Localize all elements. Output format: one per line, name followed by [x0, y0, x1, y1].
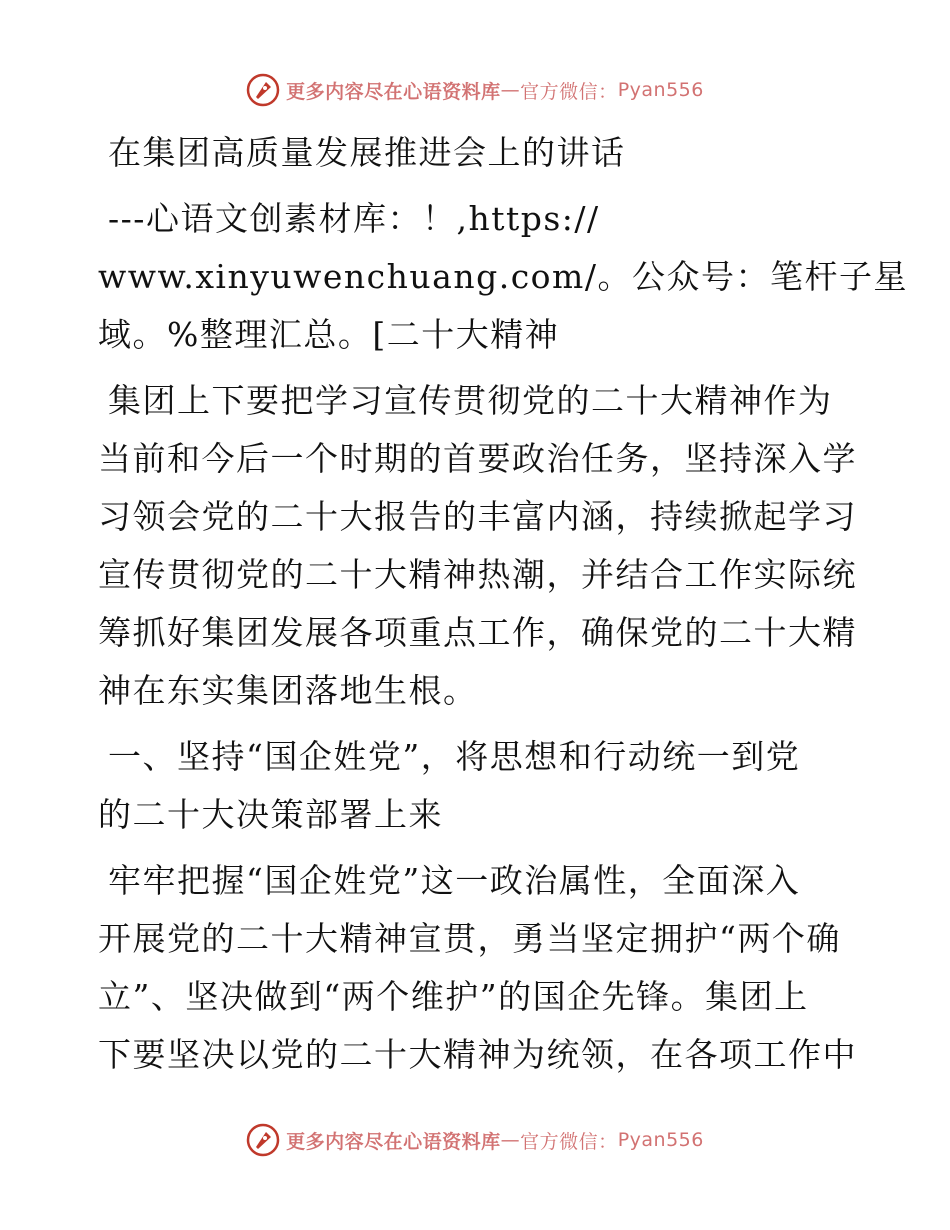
- watermark-promo-text: 更多内容尽在心语资料库: [286, 1130, 501, 1153]
- watermark-separator: —: [500, 1129, 521, 1151]
- pen-nib-logo-icon: [246, 1123, 280, 1157]
- source-line: ---心语文创素材库：！,https://: [108, 199, 600, 238]
- paragraph-line: 习领会党的二十大报告的丰富内涵，持续掀起学习: [98, 497, 857, 536]
- paragraph-line: 牢牢把握“国企姓党”这一政治属性，全面深入: [108, 861, 801, 900]
- source-line: www.xinyuwenchuang.com/。公众号：笔杆子星: [98, 257, 908, 296]
- paragraph-line: 当前和今后一个时期的首要政治任务，坚持深入学: [98, 439, 857, 478]
- section-heading-line: 的二十大决策部署上来: [98, 795, 443, 834]
- watermark-wechat-id: Pyan556: [617, 1129, 704, 1151]
- paragraph-line: 宣传贯彻党的二十大精神热潮，并结合工作实际统: [98, 555, 857, 594]
- document-body: [98, 124, 908, 1084]
- watermark-wechat-label: 官方微信：: [520, 1130, 618, 1153]
- paragraph-line: 筹抓好集团发展各项重点工作，确保党的二十大精: [98, 613, 857, 652]
- watermark-wechat-label: 官方微信：: [520, 80, 618, 103]
- source-line: 域。%整理汇总。[二十大精神: [98, 315, 560, 354]
- paragraph-line: 下要坚决以党的二十大精神为统领，在各项工作中: [98, 1035, 857, 1074]
- paragraph-line: 立”、坚决做到“两个维护”的国企先锋。集团上: [98, 977, 809, 1016]
- section-heading-line: 一、坚持“国企姓党”，将思想和行动统一到党: [108, 737, 801, 776]
- pen-nib-logo-icon: [246, 73, 280, 107]
- header-watermark: [0, 70, 950, 110]
- watermark-promo-text: 更多内容尽在心语资料库: [286, 80, 501, 103]
- paragraph-line: 神在东实集团落地生根。: [98, 671, 478, 710]
- document-title: 在集团高质量发展推进会上的讲话: [108, 133, 626, 172]
- paragraph-line: 集团上下要把学习宣传贯彻党的二十大精神作为: [108, 381, 833, 420]
- paragraph-line: 开展党的二十大精神宣贯，勇当坚定拥护“两个确: [98, 919, 841, 958]
- watermark-separator: —: [500, 79, 521, 101]
- watermark-wechat-id: Pyan556: [617, 79, 704, 101]
- footer-watermark: [0, 1120, 950, 1160]
